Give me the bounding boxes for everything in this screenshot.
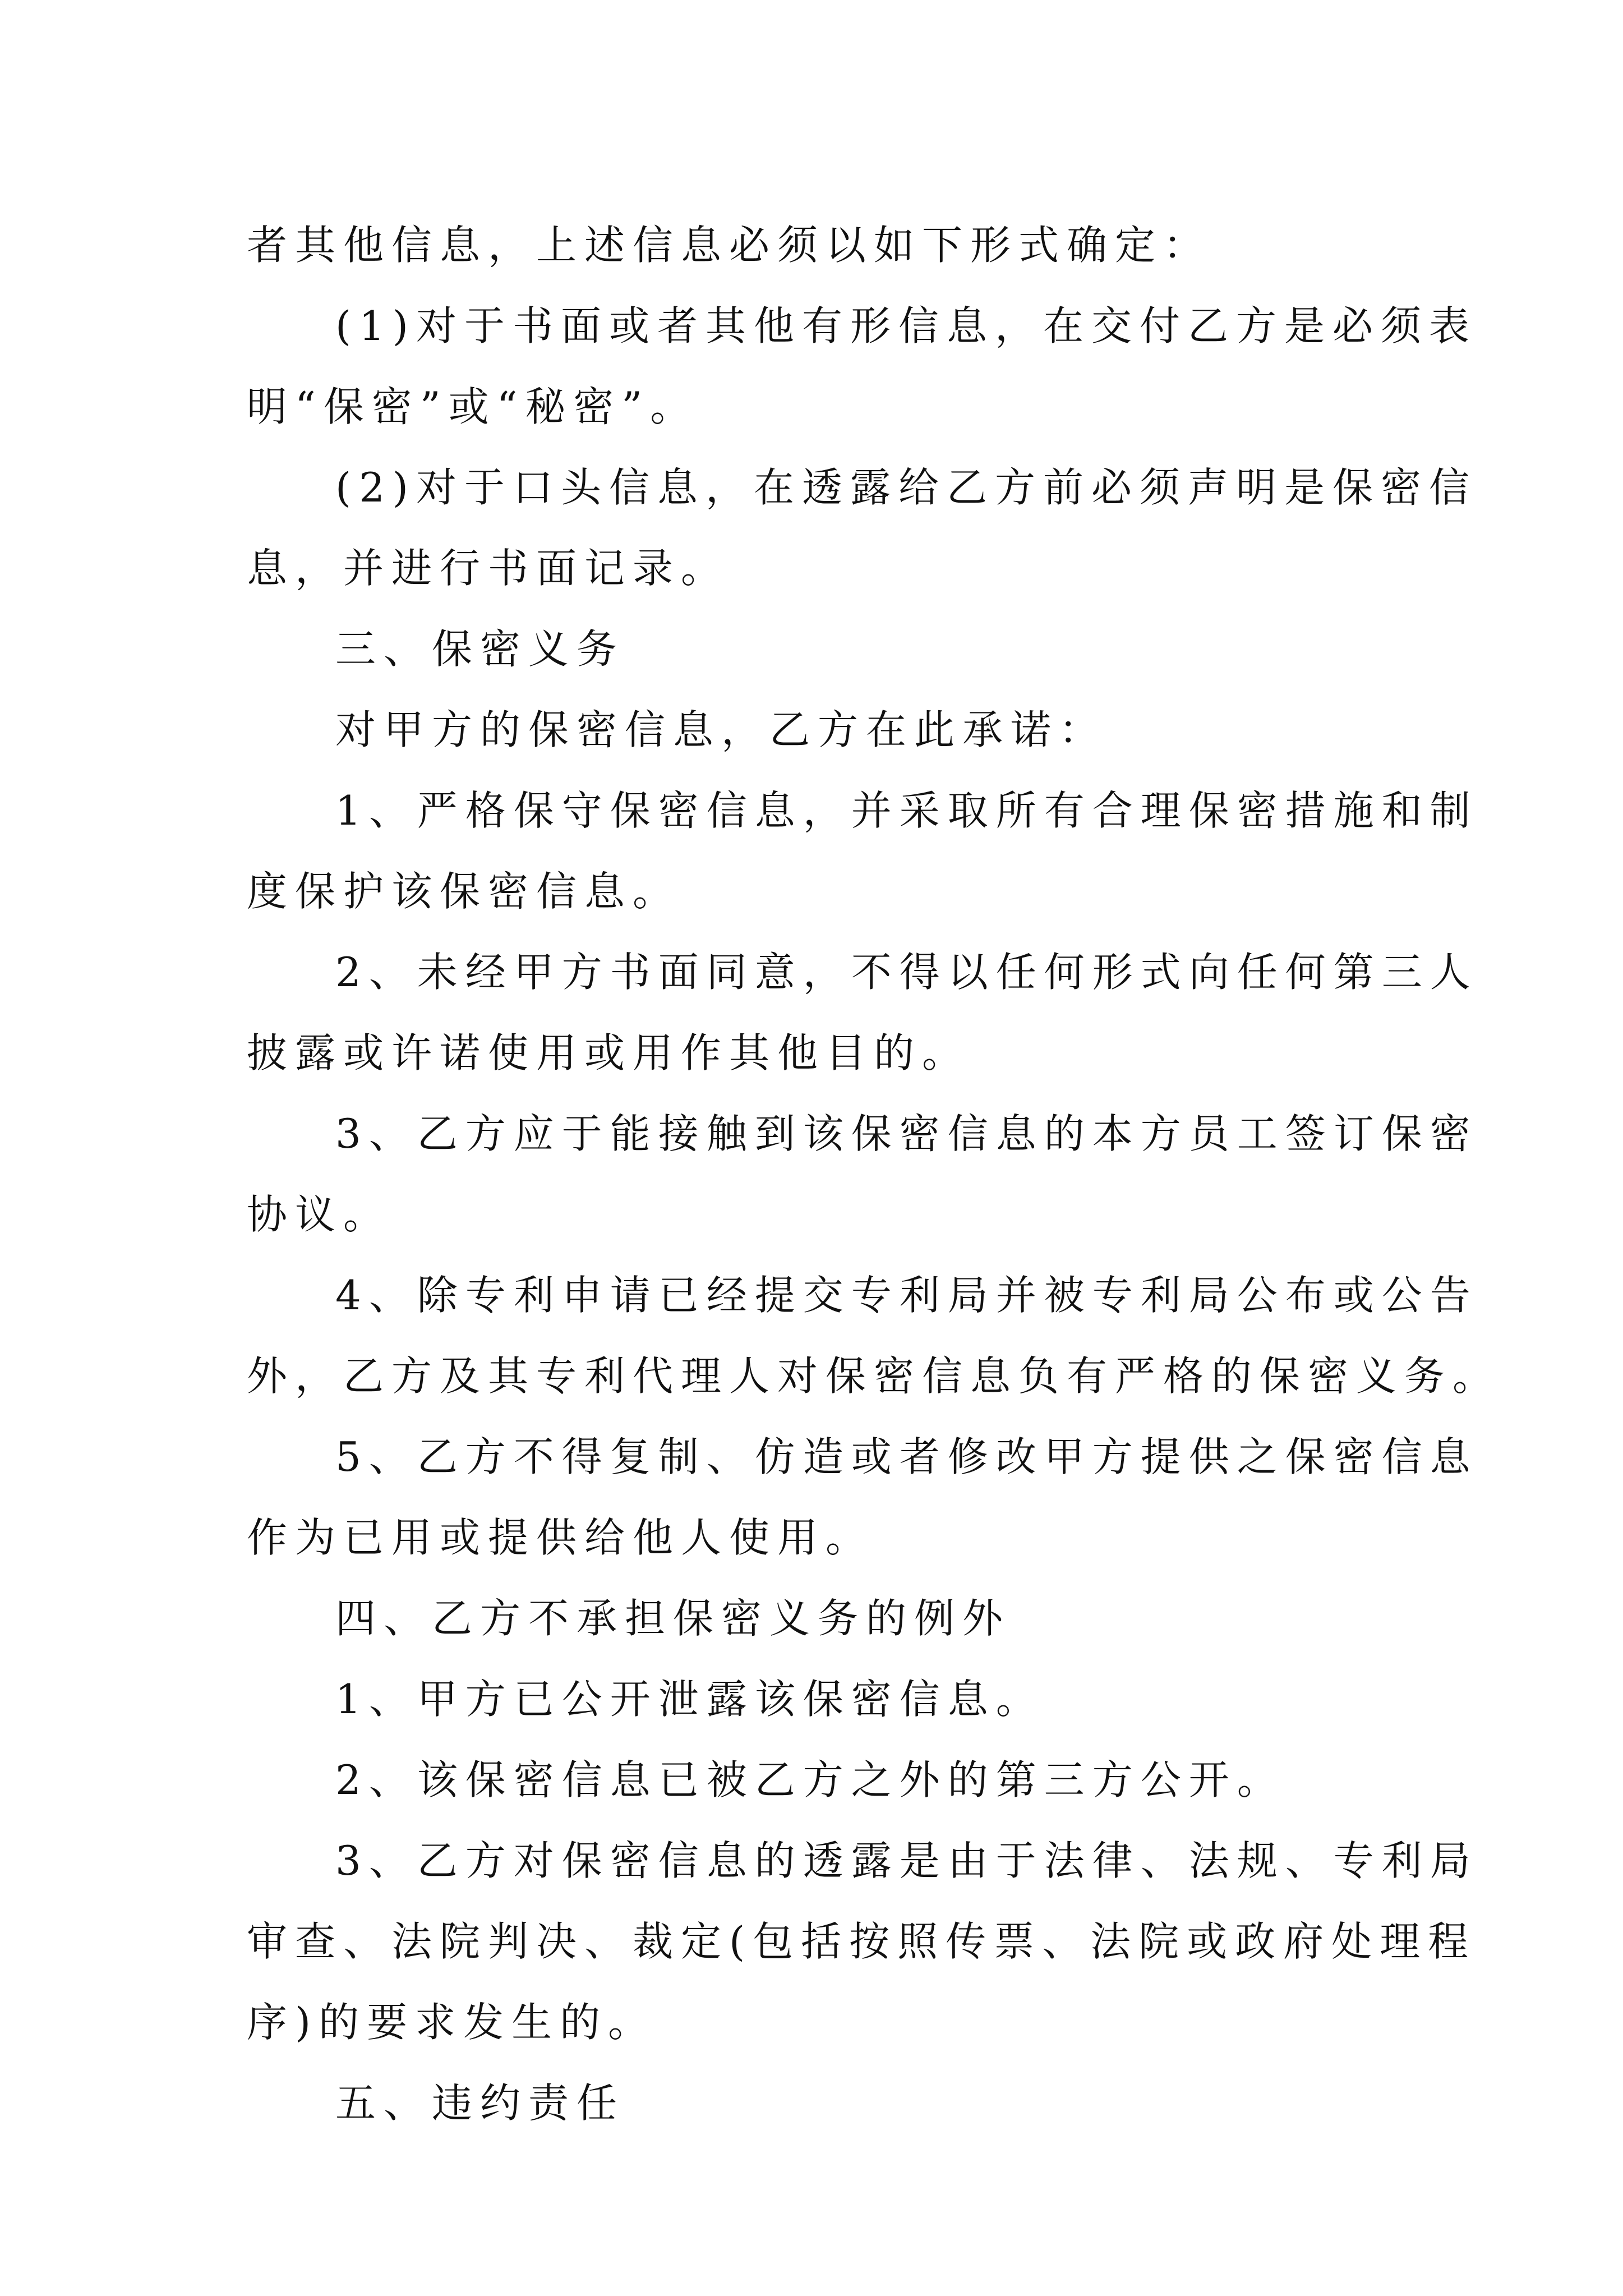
- text-line-11: 披露或许诺使用或用作其他目的。: [247, 1029, 971, 1076]
- text-line-13: 协议。: [247, 1191, 392, 1238]
- document-body: [247, 205, 1501, 2143]
- text-line-17: 作为已用或提供给他人使用。: [247, 1514, 874, 1561]
- text-line-15: 外，乙方及其专利代理人对保密信息负有严格的保密义务。: [247, 1352, 1501, 1400]
- text-line-21: 3、乙方对保密信息的透露是由于法律、法规、专利局: [335, 1837, 1478, 1884]
- text-line-9: 度保护该保密信息。: [247, 868, 681, 915]
- section-heading-confidentiality-obligations: 三、保密义务: [335, 625, 625, 673]
- text-line-16: 5、乙方不得复制、仿造或者修改甲方提供之保密信息: [335, 1433, 1478, 1480]
- section-heading-exceptions: 四、乙方不承担保密义务的例外: [335, 1595, 1011, 1642]
- text-line-10: 2、未经甲方书面同意，不得以任何形式向任何第三人: [335, 949, 1478, 996]
- text-line-7: 对甲方的保密信息，乙方在此承诺：: [335, 706, 1108, 753]
- section-heading-liability: 五、违约责任: [335, 2079, 625, 2127]
- text-line-8: 1、严格保守保密信息，并采取所有合理保密措施和制: [335, 787, 1478, 834]
- text-line-1: 者其他信息，上述信息必须以如下形式确定：: [247, 222, 1212, 269]
- text-line-12: 3、乙方应于能接触到该保密信息的本方员工签订保密: [335, 1110, 1478, 1157]
- text-line-19: 1、甲方已公开泄露该保密信息。: [335, 1676, 1044, 1723]
- text-line-4: (2)对于口头信息，在透露给乙方前必须声明是保密信: [335, 464, 1477, 511]
- text-line-5: 息，并进行书面记录。: [247, 545, 730, 592]
- text-line-23: 序)的要求发生的。: [247, 1999, 657, 2046]
- text-line-20: 2、该保密信息已被乙方之外的第三方公开。: [335, 1756, 1285, 1803]
- text-line-2: (1)对于书面或者其他有形信息，在交付乙方是必须表: [335, 302, 1477, 349]
- text-line-22: 审查、法院判决、裁定(包括按照传票、法院或政府处理程: [247, 1918, 1477, 1965]
- text-line-3: 明“保密”或“秘密”。: [247, 383, 699, 430]
- text-line-14: 4、除专利申请已经提交专利局并被专利局公布或公告: [335, 1272, 1478, 1319]
